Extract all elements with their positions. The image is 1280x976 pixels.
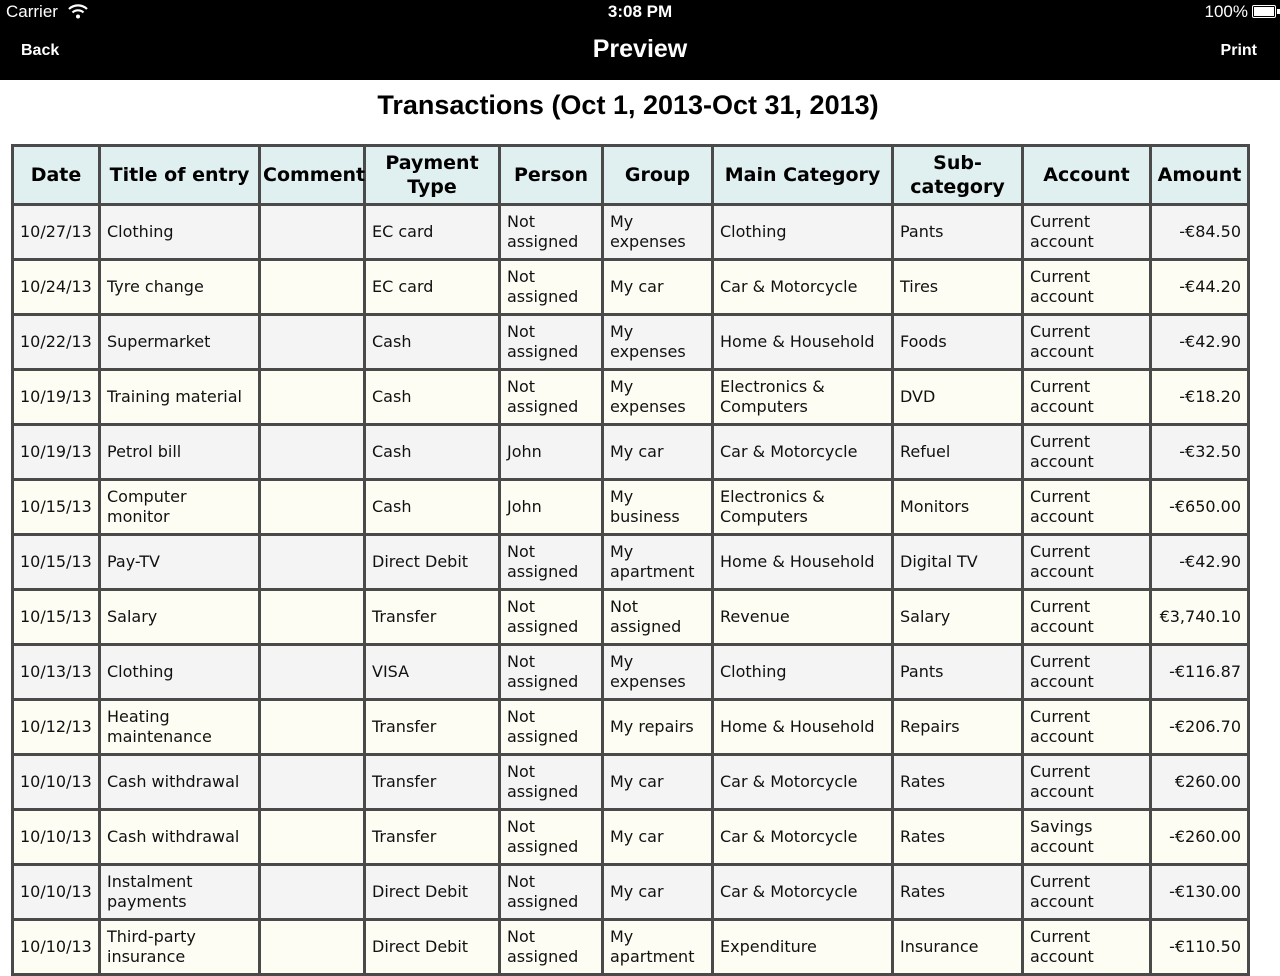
- cell-amount: -€110.50: [1151, 920, 1249, 975]
- cell-amount: €3,740.10: [1151, 590, 1249, 645]
- cell-title: Heating maintenance: [100, 700, 260, 755]
- cell-amount: -€32.50: [1151, 425, 1249, 480]
- cell-main-category: Clothing: [713, 205, 893, 260]
- cell-payment-type: Transfer: [365, 755, 500, 810]
- cell-title: Clothing: [100, 645, 260, 700]
- cell-group: My expenses: [603, 370, 713, 425]
- cell-date: 10/10/13: [13, 755, 100, 810]
- cell-date: 10/10/13: [13, 865, 100, 920]
- table-row: [13, 425, 1249, 480]
- cell-person: Not assigned: [500, 535, 603, 590]
- cell-comment: [260, 920, 365, 975]
- cell-comment: [260, 370, 365, 425]
- cell-group: My apartment: [603, 535, 713, 590]
- cell-title: Supermarket: [100, 315, 260, 370]
- cell-account: Current account: [1023, 370, 1151, 425]
- cell-amount: -€650.00: [1151, 480, 1249, 535]
- cell-account: Savings account: [1023, 810, 1151, 865]
- column-header-date: Date: [13, 146, 100, 205]
- column-header-title: Title of entry: [100, 146, 260, 205]
- column-header-comment: Comment: [260, 146, 365, 205]
- cell-group: My expenses: [603, 645, 713, 700]
- table-row: [13, 205, 1249, 260]
- cell-sub-category: Pants: [893, 645, 1023, 700]
- cell-account: Current account: [1023, 645, 1151, 700]
- cell-main-category: Revenue: [713, 590, 893, 645]
- cell-account: Current account: [1023, 755, 1151, 810]
- cell-group: My expenses: [603, 315, 713, 370]
- cell-payment-type: Cash: [365, 425, 500, 480]
- table-row: [13, 535, 1249, 590]
- cell-person: Not assigned: [500, 315, 603, 370]
- cell-amount: -€260.00: [1151, 810, 1249, 865]
- cell-comment: [260, 205, 365, 260]
- cell-sub-category: Insurance: [893, 920, 1023, 975]
- table-row: [13, 315, 1249, 370]
- cell-sub-category: Rates: [893, 810, 1023, 865]
- carrier-label: Carrier: [6, 2, 58, 21]
- cell-payment-type: Direct Debit: [365, 920, 500, 975]
- cell-account: Current account: [1023, 700, 1151, 755]
- cell-person: Not assigned: [500, 205, 603, 260]
- print-button[interactable]: Print: [1220, 42, 1257, 59]
- cell-date: 10/27/13: [13, 205, 100, 260]
- table-row: [13, 810, 1249, 865]
- cell-date: 10/12/13: [13, 700, 100, 755]
- cell-title: Petrol bill: [100, 425, 260, 480]
- cell-comment: [260, 535, 365, 590]
- column-header-group: Group: [603, 146, 713, 205]
- cell-group: My repairs: [603, 700, 713, 755]
- cell-account: Current account: [1023, 920, 1151, 975]
- clock: 3:08 PM: [607, 2, 673, 21]
- cell-payment-type: VISA: [365, 645, 500, 700]
- cell-main-category: Home & Household: [713, 535, 893, 590]
- cell-account: Current account: [1023, 315, 1151, 370]
- table-row: [13, 370, 1249, 425]
- table-row: [13, 590, 1249, 645]
- cell-title: Training material: [100, 370, 260, 425]
- table-row: [13, 480, 1249, 535]
- cell-main-category: Home & Household: [713, 315, 893, 370]
- table-row: [13, 755, 1249, 810]
- cell-sub-category: Digital TV: [893, 535, 1023, 590]
- cell-title: Clothing: [100, 205, 260, 260]
- cell-date: 10/10/13: [13, 810, 100, 865]
- cell-sub-category: Monitors: [893, 480, 1023, 535]
- cell-main-category: Electronics & Computers: [713, 480, 893, 535]
- column-header-account: Account: [1023, 146, 1151, 205]
- column-header-main-category: Main Category: [713, 146, 893, 205]
- cell-main-category: Car & Motorcycle: [713, 260, 893, 315]
- nav-title: Preview: [592, 35, 688, 63]
- cell-amount: -€84.50: [1151, 205, 1249, 260]
- cell-main-category: Expenditure: [713, 920, 893, 975]
- cell-amount: -€206.70: [1151, 700, 1249, 755]
- cell-date: 10/15/13: [13, 480, 100, 535]
- cell-date: 10/19/13: [13, 370, 100, 425]
- cell-payment-type: Cash: [365, 480, 500, 535]
- cell-payment-type: Transfer: [365, 700, 500, 755]
- cell-payment-type: Direct Debit: [365, 535, 500, 590]
- cell-date: 10/15/13: [13, 590, 100, 645]
- cell-person: Not assigned: [500, 370, 603, 425]
- status-bar: [0, 0, 1280, 24]
- cell-date: 10/13/13: [13, 645, 100, 700]
- cell-amount: -€130.00: [1151, 865, 1249, 920]
- transactions-table: [11, 144, 1250, 976]
- cell-title: Pay-TV: [100, 535, 260, 590]
- cell-payment-type: Cash: [365, 370, 500, 425]
- cell-sub-category: Foods: [893, 315, 1023, 370]
- cell-title: Salary: [100, 590, 260, 645]
- cell-main-category: Car & Motorcycle: [713, 755, 893, 810]
- cell-amount: -€18.20: [1151, 370, 1249, 425]
- cell-account: Current account: [1023, 480, 1151, 535]
- cell-main-category: Car & Motorcycle: [713, 425, 893, 480]
- cell-person: Not assigned: [500, 920, 603, 975]
- cell-title: Cash withdrawal: [100, 755, 260, 810]
- cell-amount: -€116.87: [1151, 645, 1249, 700]
- cell-group: My business: [603, 480, 713, 535]
- report-title: Transactions (Oct 1, 2013-Oct 31, 2013): [377, 90, 879, 120]
- cell-amount: -€44.20: [1151, 260, 1249, 315]
- cell-comment: [260, 755, 365, 810]
- cell-account: Current account: [1023, 865, 1151, 920]
- table-body: [13, 205, 1249, 975]
- cell-sub-category: Refuel: [893, 425, 1023, 480]
- cell-comment: [260, 260, 365, 315]
- cell-account: Current account: [1023, 590, 1151, 645]
- cell-title: Tyre change: [100, 260, 260, 315]
- cell-sub-category: Repairs: [893, 700, 1023, 755]
- cell-sub-category: Rates: [893, 755, 1023, 810]
- cell-date: 10/22/13: [13, 315, 100, 370]
- cell-title: Instalment payments: [100, 865, 260, 920]
- cell-comment: [260, 425, 365, 480]
- table-row: [13, 700, 1249, 755]
- cell-sub-category: DVD: [893, 370, 1023, 425]
- cell-comment: [260, 315, 365, 370]
- battery-percentage: 100%: [1204, 2, 1248, 21]
- cell-account: Current account: [1023, 260, 1151, 315]
- table-row: [13, 645, 1249, 700]
- cell-comment: [260, 865, 365, 920]
- cell-person: Not assigned: [500, 260, 603, 315]
- cell-comment: [260, 810, 365, 865]
- cell-payment-type: EC card: [365, 260, 500, 315]
- cell-payment-type: EC card: [365, 205, 500, 260]
- cell-main-category: Car & Motorcycle: [713, 865, 893, 920]
- cell-comment: [260, 645, 365, 700]
- cell-main-category: Electronics & Computers: [713, 370, 893, 425]
- navigation-bar: [0, 24, 1280, 80]
- cell-person: Not assigned: [500, 645, 603, 700]
- transactions-table-container: [11, 144, 1247, 976]
- cell-sub-category: Tires: [893, 260, 1023, 315]
- table-row: [13, 865, 1249, 920]
- cell-sub-category: Salary: [893, 590, 1023, 645]
- cell-main-category: Home & Household: [713, 700, 893, 755]
- cell-comment: [260, 590, 365, 645]
- cell-title: Computer monitor: [100, 480, 260, 535]
- back-button[interactable]: Back: [21, 42, 60, 59]
- cell-sub-category: Pants: [893, 205, 1023, 260]
- cell-payment-type: Transfer: [365, 590, 500, 645]
- cell-person: Not assigned: [500, 810, 603, 865]
- cell-group: My car: [603, 260, 713, 315]
- cell-amount: €260.00: [1151, 755, 1249, 810]
- table-header-row: [13, 146, 1249, 205]
- column-header-sub-category: Sub-category: [893, 146, 1023, 205]
- table-row: [13, 260, 1249, 315]
- cell-payment-type: Transfer: [365, 810, 500, 865]
- cell-person: Not assigned: [500, 755, 603, 810]
- cell-account: Current account: [1023, 535, 1151, 590]
- cell-person: Not assigned: [500, 865, 603, 920]
- cell-main-category: Clothing: [713, 645, 893, 700]
- cell-payment-type: Cash: [365, 315, 500, 370]
- cell-account: Current account: [1023, 205, 1151, 260]
- cell-date: 10/24/13: [13, 260, 100, 315]
- cell-group: My car: [603, 755, 713, 810]
- cell-date: 10/15/13: [13, 535, 100, 590]
- cell-sub-category: Rates: [893, 865, 1023, 920]
- table-row: [13, 920, 1249, 975]
- battery-icon: [1252, 5, 1276, 18]
- cell-title: Third-party insurance: [100, 920, 260, 975]
- cell-main-category: Car & Motorcycle: [713, 810, 893, 865]
- cell-group: My car: [603, 425, 713, 480]
- cell-person: John: [500, 480, 603, 535]
- column-header-payment-type: Payment Type: [365, 146, 500, 205]
- cell-person: John: [500, 425, 603, 480]
- column-header-person: Person: [500, 146, 603, 205]
- cell-comment: [260, 700, 365, 755]
- cell-group: My car: [603, 810, 713, 865]
- cell-amount: -€42.90: [1151, 315, 1249, 370]
- cell-group: My car: [603, 865, 713, 920]
- column-header-amount: Amount: [1151, 146, 1249, 205]
- cell-group: My apartment: [603, 920, 713, 975]
- cell-person: Not assigned: [500, 590, 603, 645]
- cell-group: My expenses: [603, 205, 713, 260]
- cell-person: Not assigned: [500, 700, 603, 755]
- cell-date: 10/10/13: [13, 920, 100, 975]
- cell-group: Not assigned: [603, 590, 713, 645]
- cell-comment: [260, 480, 365, 535]
- cell-date: 10/19/13: [13, 425, 100, 480]
- cell-account: Current account: [1023, 425, 1151, 480]
- cell-payment-type: Direct Debit: [365, 865, 500, 920]
- cell-amount: -€42.90: [1151, 535, 1249, 590]
- cell-title: Cash withdrawal: [100, 810, 260, 865]
